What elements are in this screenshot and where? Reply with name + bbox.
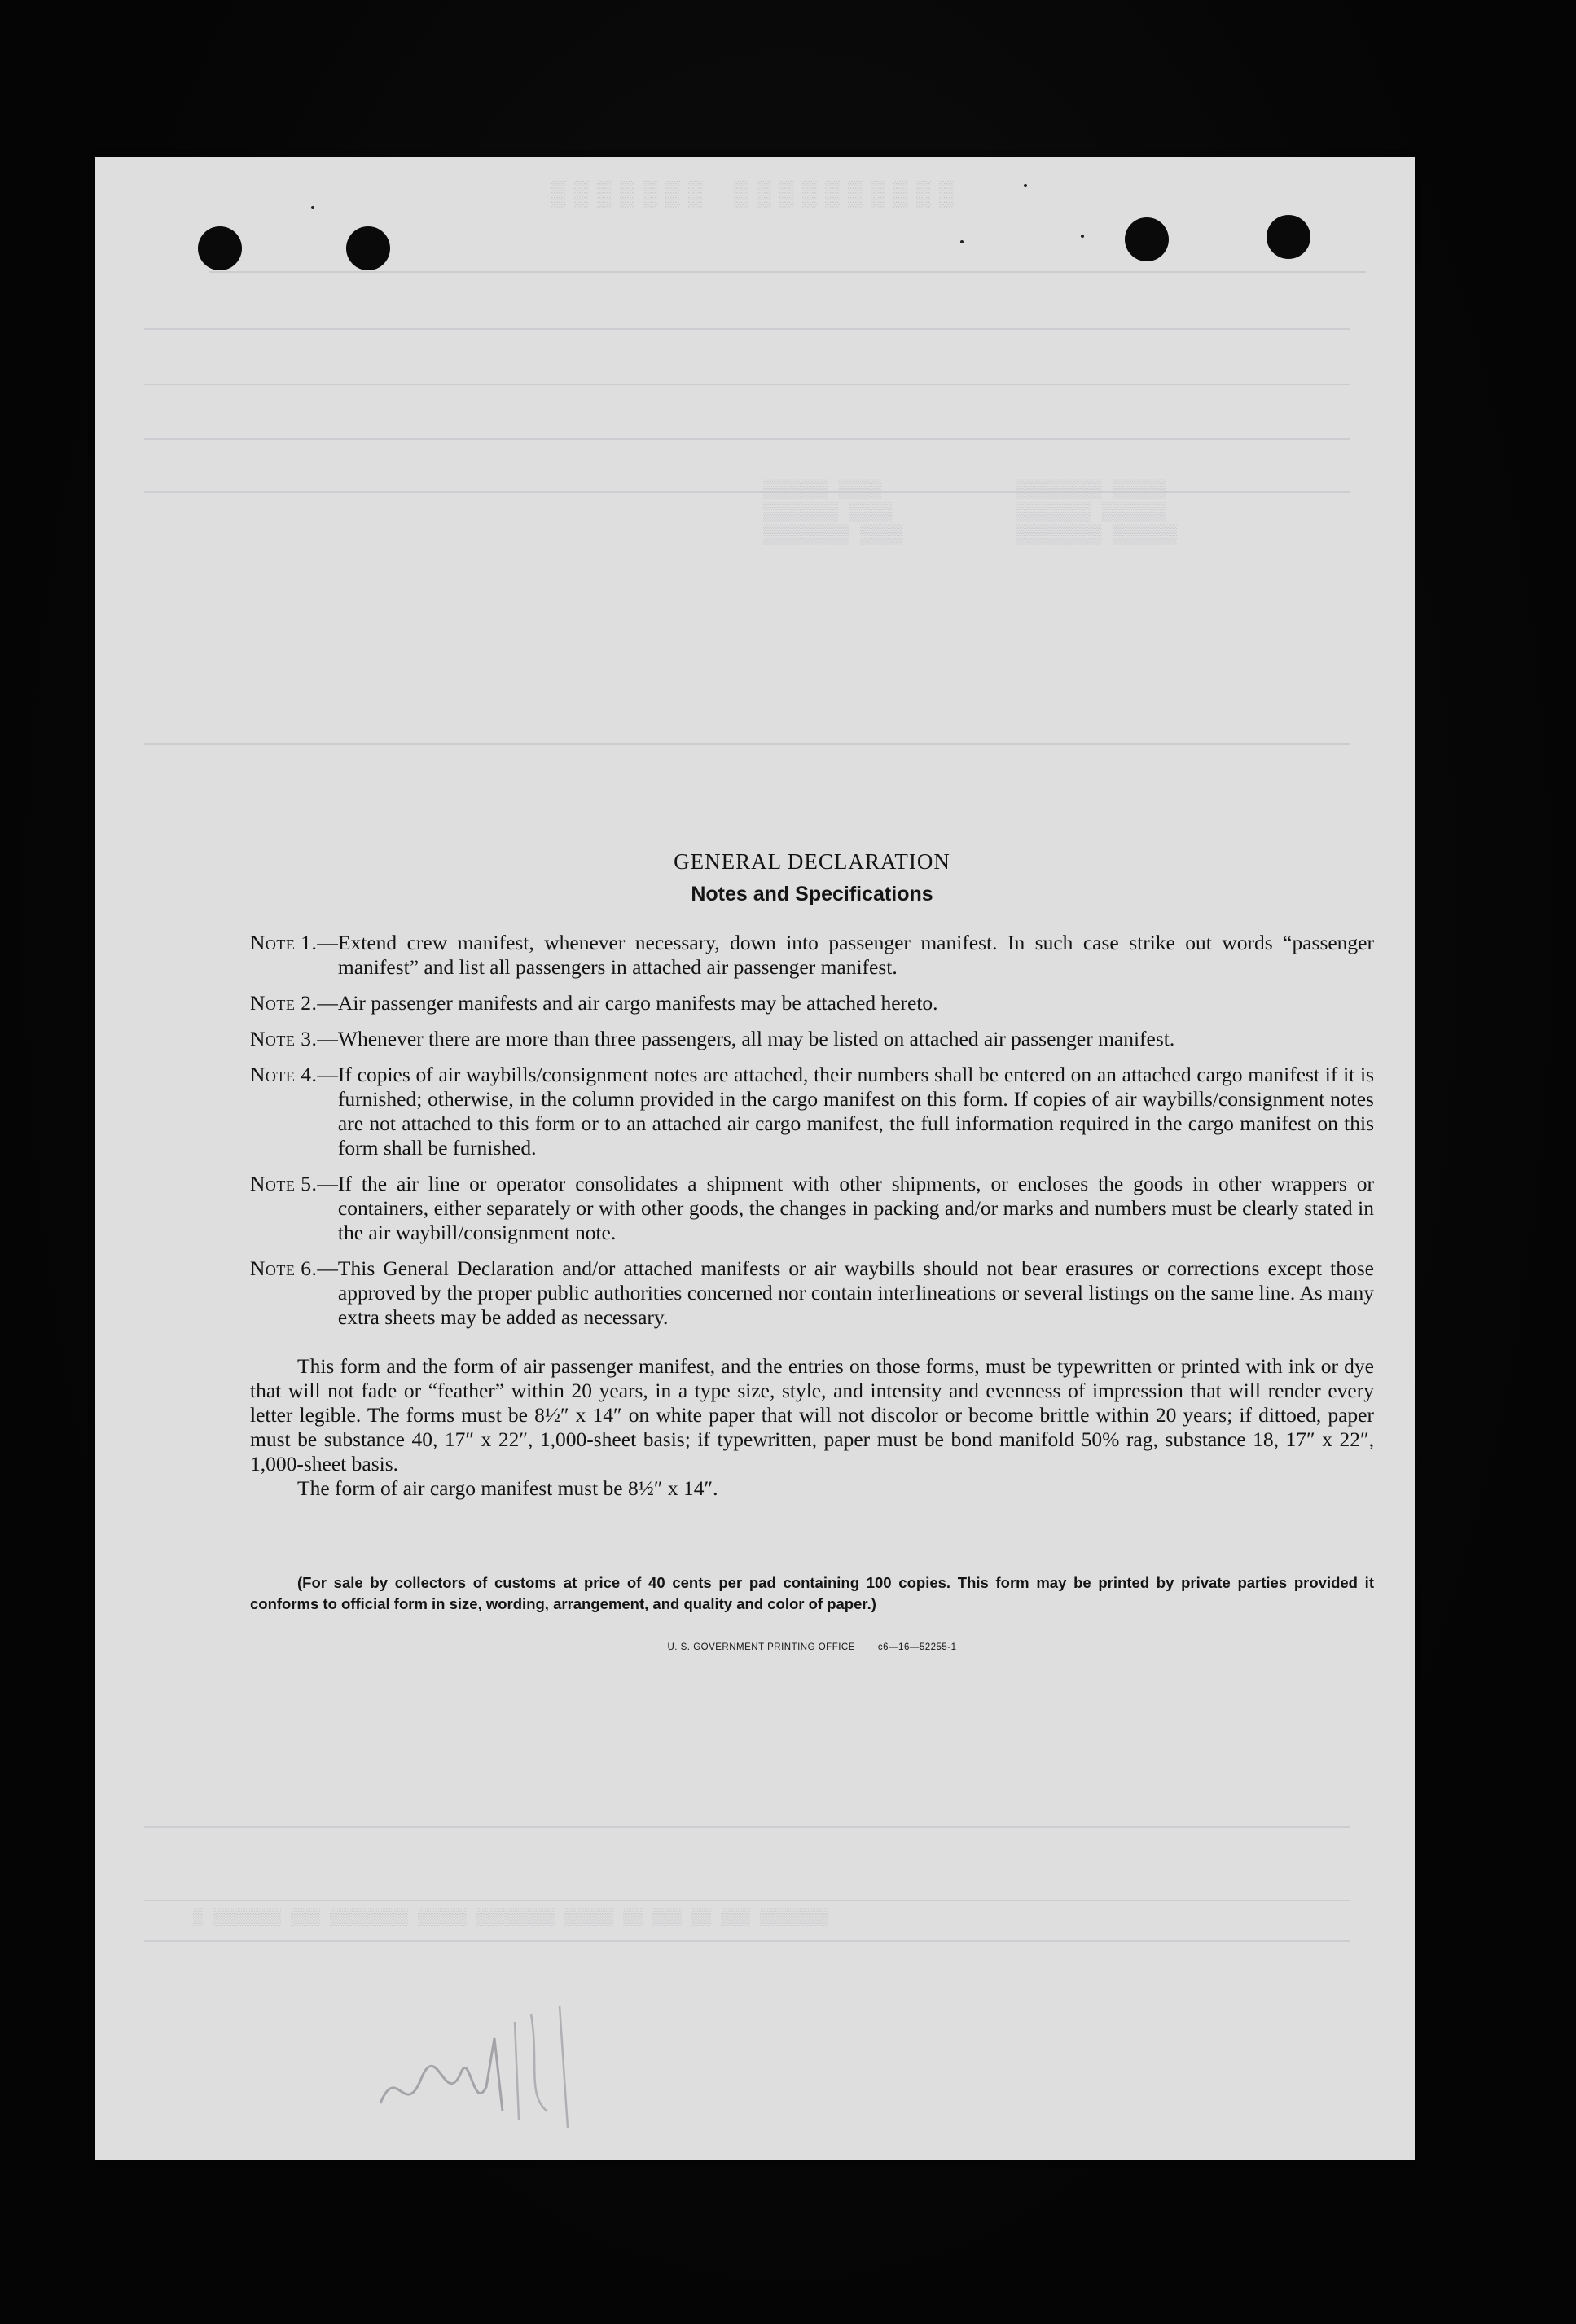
printer-code: c6—16—52255-1 bbox=[877, 1642, 957, 1652]
note-label: Note 4. bbox=[250, 1063, 318, 1086]
note-text: This General Declaration and/or attached manifests or air waybills should not bear erasures or corrections except those approved by the proper public authorities concerned nor contain interlineations or several listings on the same line. As many extra sheets may be added as necessary. bbox=[337, 1256, 1374, 1329]
notes-content bbox=[250, 849, 1374, 1652]
punch-hole bbox=[1125, 217, 1169, 261]
punch-hole bbox=[1267, 215, 1310, 259]
punch-hole bbox=[198, 226, 242, 270]
speck bbox=[311, 206, 314, 209]
page-subtitle: Notes and Specifications bbox=[691, 883, 933, 905]
ghost-text: ▒▒▒▒▒▒ ▒▒▒▒ ▒▒▒▒▒▒▒ ▒▒▒▒ ▒▒▒▒▒▒▒▒ ▒▒▒▒ bbox=[763, 480, 903, 546]
ghost-rule bbox=[144, 384, 1350, 385]
note-label: Note 2. bbox=[250, 991, 318, 1015]
note-4 bbox=[250, 1063, 1374, 1160]
note-5 bbox=[250, 1172, 1374, 1245]
speck bbox=[960, 240, 964, 243]
note-dash: — bbox=[317, 1256, 338, 1280]
cargo-manifest-size-line: The form of air cargo manifest must be 8½″ x 14″. bbox=[297, 1476, 718, 1500]
speck bbox=[1024, 184, 1027, 187]
note-text: If the air line or operator consolidates a shipment with other shipments, or encloses the goods in other wrappers or containers, either separately or with other goods, the changes in packing and/or marks and numbers must be clearly stated in the air waybill/consignment note. bbox=[337, 1172, 1374, 1244]
note-3 bbox=[250, 1027, 1374, 1051]
ghost-text: ▒ ▒▒▒▒▒▒▒ ▒▒▒ ▒▒▒▒▒▒▒▒ ▒▒▒▒▒ ▒▒▒▒▒▒▒▒ ▒▒▒▒▒ ▒▒ ▒▒▒ ▒▒ ▒▒▒ ▒▒▒▒▒▒▒ bbox=[193, 1909, 829, 1927]
ghost-text: ▒▒▒▒▒▒▒ ▒▒▒▒▒▒▒▒▒▒ bbox=[551, 182, 963, 209]
note-dash: — bbox=[317, 1172, 338, 1195]
ghost-rule bbox=[144, 1940, 1350, 1942]
ghost-rule bbox=[144, 743, 1350, 745]
sale-notice: (For sale by collectors of customs at price of 40 cents per pad containing 100 copies. This form may be printed by private parties provided it conforms to official form in size, wording, arrangement, and quality and color of paper.) bbox=[250, 1574, 1374, 1612]
note-label: Note 5. bbox=[250, 1172, 318, 1195]
note-text: Air passenger manifests and air cargo manifests may be attached hereto. bbox=[337, 991, 938, 1015]
note-1 bbox=[250, 931, 1374, 980]
printer-imprint bbox=[250, 1642, 1374, 1652]
note-dash: — bbox=[317, 931, 338, 954]
signature-stroke bbox=[515, 2006, 568, 2128]
ghost-rule bbox=[144, 1900, 1350, 1901]
ghost-text: ▒▒▒▒▒▒▒▒ ▒▒▒▒▒ ▒▒▒▒▒▒▒ ▒▒▒▒▒▒ ▒▒▒▒▒▒▒▒ ▒▒▒▒▒▒ bbox=[1016, 480, 1178, 546]
printer-name: U. S. GOVERNMENT PRINTING OFFICE bbox=[667, 1642, 855, 1652]
note-label: Note 6. bbox=[250, 1256, 318, 1280]
punch-hole bbox=[346, 226, 390, 270]
note-dash: — bbox=[317, 1027, 338, 1050]
document-page bbox=[95, 157, 1415, 2160]
note-2 bbox=[250, 991, 1374, 1015]
ghost-rule bbox=[144, 328, 1350, 330]
note-dash: — bbox=[317, 991, 338, 1015]
ghost-rule bbox=[209, 271, 1366, 273]
specifications-paragraph: This form and the form of air passenger manifest, and the entries on those forms, must be typewritten or printed with ink or dye that will not fade or “feather” within 20 years, in a type size, style, and intensity and evenness of impression that will render every letter legible. The forms must be 8½″ x 14″ on white paper that will not discolor or become brittle within 20 years; if dittoed, paper must be substance 40, 17″ x 22″, 1,000-sheet basis; if typewritten, paper must be bond manifold 50% rag, substance 18, 17″ x 22″, 1,000-sheet basis. bbox=[250, 1354, 1374, 1476]
note-dash: — bbox=[317, 1063, 338, 1086]
pencil-signature bbox=[372, 1989, 633, 2128]
note-label: Note 3. bbox=[250, 1027, 318, 1050]
note-6 bbox=[250, 1256, 1374, 1330]
ghost-rule bbox=[144, 438, 1350, 440]
note-text: Extend crew manifest, whenever necessary, down into passenger manifest. In such case strike out words “passenger manifest” and list all passengers in attached air passenger manifest. bbox=[337, 931, 1374, 979]
note-text: If copies of air waybills/consignment notes are attached, their numbers shall be entered on an attached cargo manifest if it is furnished; otherwise, in the column provided in the cargo manifest on this form. If copies of air waybills/consignment notes are not attached to this form or to an attached air cargo manifest, the full information required in the cargo manifest on this form shall be furnished. bbox=[337, 1063, 1374, 1160]
ghost-rule bbox=[144, 1826, 1350, 1828]
note-label: Note 1. bbox=[250, 931, 318, 954]
page-title: GENERAL DECLARATION bbox=[674, 849, 950, 874]
note-text: Whenever there are more than three passengers, all may be listed on attached air passenger manifest. bbox=[337, 1027, 1175, 1050]
signature-stroke bbox=[380, 2038, 503, 2111]
speck bbox=[1081, 235, 1084, 238]
